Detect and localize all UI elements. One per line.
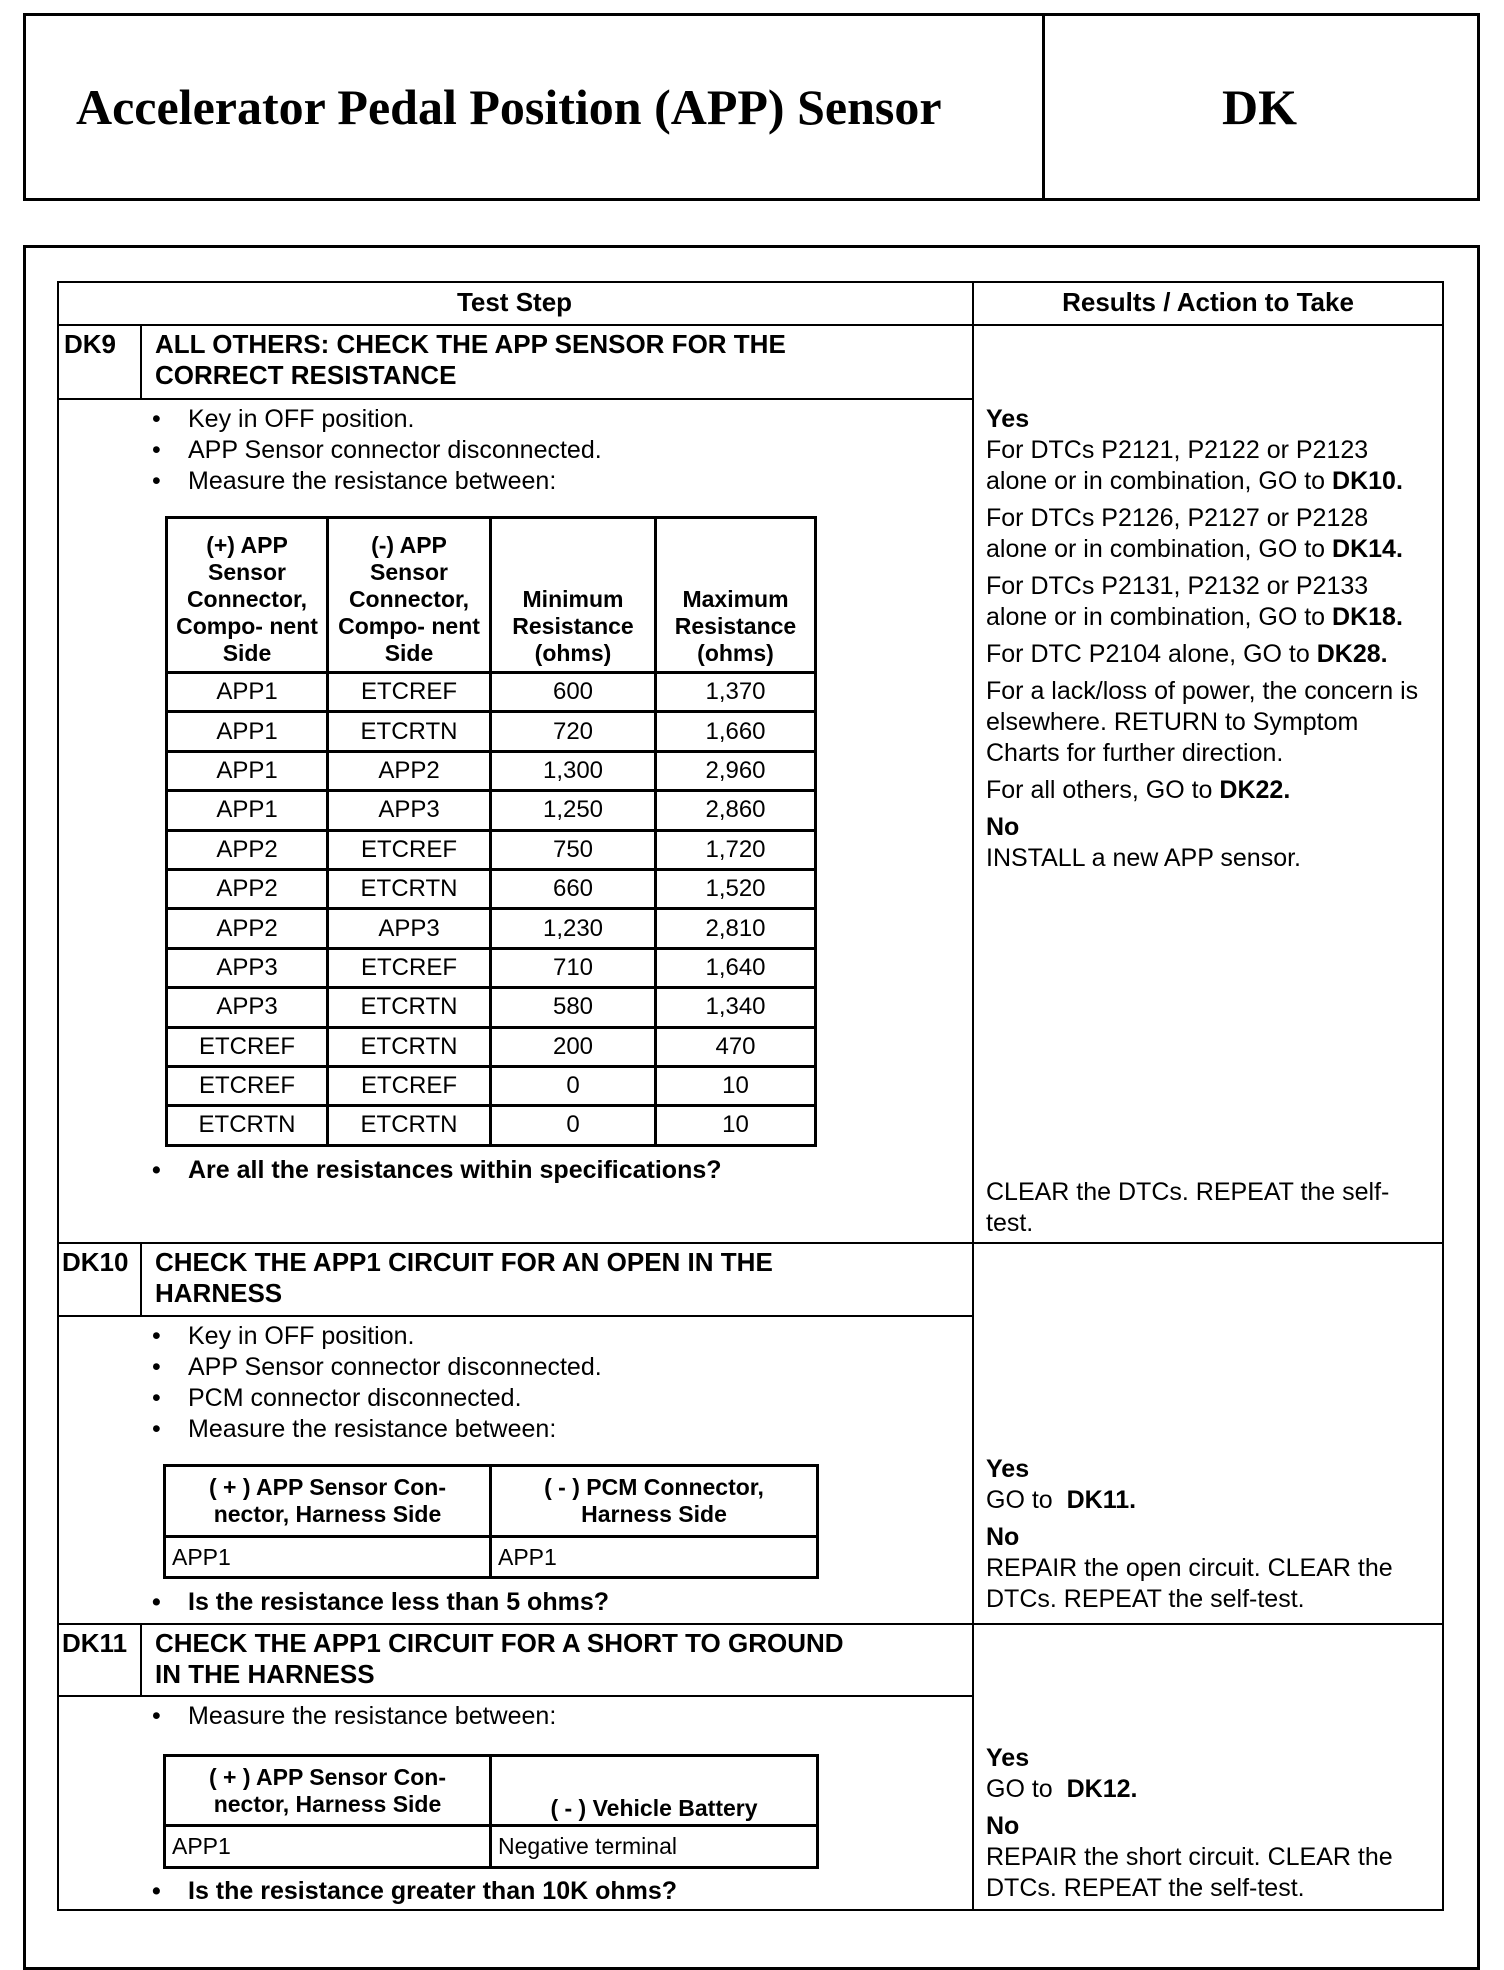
question-text: • Are all the resistances within specifications?: [140, 1155, 722, 1186]
table-row: [167, 909, 816, 948]
step-id: DK9: [64, 329, 117, 359]
table-row: [167, 1106, 816, 1145]
instruction: • Key in OFF position.: [140, 1321, 602, 1352]
result-text: REPAIR the short circuit. CLEAR the DTCs. REPEAT the self-test.: [986, 1843, 1393, 1902]
table-row: [167, 751, 816, 790]
result-text: GO to: [986, 1775, 1053, 1803]
instruction: • Key in OFF position.: [140, 404, 602, 435]
cell: APP2: [167, 909, 328, 948]
column-divider: [972, 281, 974, 1911]
result-note: CLEAR the DTCs. REPEAT the self-test.: [986, 1178, 1390, 1237]
page-title: Accelerator Pedal Position (APP) Sensor: [76, 79, 942, 135]
divider: [140, 1242, 142, 1315]
instruction: • APP Sensor connector disconnected.: [140, 1352, 602, 1383]
no-label: No: [986, 813, 1020, 841]
divider: [57, 324, 1444, 326]
cell: ETCRTN: [328, 988, 491, 1027]
cell: APP3: [167, 948, 328, 987]
col-header: ( + ) APP Sensor Con- nector, Harness Side: [165, 1466, 491, 1537]
divider: [57, 1623, 1444, 1625]
table-row: [167, 830, 816, 869]
cell: ETCRTN: [328, 1106, 491, 1145]
section-code: DK: [1222, 79, 1297, 135]
table-row: [167, 948, 816, 987]
cell: 2,810: [656, 909, 816, 948]
cell: 1,370: [656, 673, 816, 712]
cell: APP1: [165, 1537, 491, 1578]
result-text: For DTCs P2131, P2132 or P2133 alone or in combination, GO to: [986, 572, 1369, 631]
no-label: No: [986, 1812, 1020, 1840]
cell: ETCREF: [167, 1027, 328, 1066]
col-header: (-) APP Sensor Connector, Compo- nent Side: [328, 518, 491, 673]
cell: APP2: [167, 869, 328, 908]
cell: 10: [656, 1106, 816, 1145]
result-text: INSTALL a new APP sensor.: [986, 844, 1301, 872]
divider: [57, 1695, 972, 1697]
cell: 0: [491, 1106, 656, 1145]
cell: 0: [491, 1066, 656, 1105]
table-row: [167, 988, 816, 1027]
result-text: For DTC P2104 alone, GO to: [986, 640, 1310, 668]
col-header: Maximum Resistance (ohms): [656, 518, 816, 673]
cell: ETCRTN: [167, 1106, 328, 1145]
result-text: For a lack/loss of power, the concern is elsewhere. RETURN to Symptom Charts for further direction.: [986, 677, 1419, 767]
yes-label: Yes: [986, 1744, 1030, 1772]
col-header: ( + ) APP Sensor Con- nector, Harness Side: [165, 1756, 491, 1826]
step-title-line: CHECK THE APP1 CIRCUIT FOR AN OPEN IN THE: [155, 1247, 773, 1277]
cell: 1,660: [656, 712, 816, 751]
cell: APP1: [491, 1537, 818, 1578]
cell: APP1: [167, 751, 328, 790]
question: [140, 1155, 722, 1186]
cell: ETCREF: [328, 830, 491, 869]
divider: [57, 1315, 972, 1317]
step-title: [155, 1247, 773, 1309]
table-row: [167, 1066, 816, 1105]
dk11-results: [986, 1743, 1436, 1910]
step-title-line: HARNESS: [155, 1278, 283, 1308]
cell: 660: [491, 869, 656, 908]
cell: 2,960: [656, 751, 816, 790]
instruction: • APP Sensor connector disconnected.: [140, 435, 602, 466]
instructions: [140, 404, 602, 497]
no-label: No: [986, 1523, 1020, 1551]
result-text: For all others, GO to: [986, 776, 1213, 804]
result-text: For DTCs P2121, P2122 or P2123 alone or in combination, GO to: [986, 436, 1369, 495]
cell: ETCRTN: [328, 1027, 491, 1066]
step-title: [155, 1628, 844, 1690]
cell: APP1: [167, 712, 328, 751]
yes-label: Yes: [986, 1455, 1030, 1483]
cell: 1,230: [491, 909, 656, 948]
table-row: [167, 869, 816, 908]
divider: [57, 1242, 1444, 1244]
instruction: • PCM connector disconnected.: [140, 1383, 602, 1414]
measurement-table: [163, 1464, 819, 1579]
cell: ETCREF: [167, 1066, 328, 1105]
instructions: [140, 1321, 602, 1445]
col-header: Minimum Resistance (ohms): [491, 518, 656, 673]
step-link[interactable]: DK10.: [1332, 467, 1403, 495]
document-header: [23, 13, 1480, 201]
column-header-test-step: Test Step: [456, 287, 573, 317]
divider: [140, 1623, 142, 1695]
cell: 1,520: [656, 869, 816, 908]
result-text: REPAIR the open circuit. CLEAR the DTCs. REPEAT the self-test.: [986, 1554, 1393, 1613]
resistance-table: [165, 516, 817, 1147]
col-header: (+) APP Sensor Connector, Compo- nent Side: [167, 518, 328, 673]
cell: ETCRTN: [328, 869, 491, 908]
divider: [140, 324, 142, 398]
step-link[interactable]: DK22.: [1219, 776, 1291, 804]
step-link[interactable]: DK11.: [1066, 1486, 1137, 1514]
dk9-results: [986, 404, 1436, 880]
dk10-results: [986, 1454, 1436, 1621]
result-text: For DTCs P2126, P2127 or P2128 alone or in combination, GO to: [986, 504, 1369, 563]
column-header-results: Results / Action to Take: [1062, 287, 1354, 317]
instruction: • Measure the resistance between:: [140, 1414, 602, 1445]
cell: APP1: [167, 791, 328, 830]
cell: 710: [491, 948, 656, 987]
cell: APP3: [328, 791, 491, 830]
step-link[interactable]: DK28.: [1316, 640, 1388, 668]
cell: APP3: [167, 988, 328, 1027]
step-title-line: CORRECT RESISTANCE: [155, 360, 457, 390]
instruction: • Measure the resistance between:: [140, 1701, 556, 1732]
step-link[interactable]: DK14.: [1332, 535, 1403, 563]
step-link[interactable]: DK12.: [1066, 1775, 1138, 1803]
cell: 2,860: [656, 791, 816, 830]
instruction: • Measure the resistance between:: [140, 466, 602, 497]
table-row: [167, 673, 816, 712]
cell: APP2: [328, 751, 491, 790]
step-id: DK11: [62, 1628, 128, 1658]
cell: ETCRTN: [328, 712, 491, 751]
question: [140, 1587, 609, 1618]
cell: 200: [491, 1027, 656, 1066]
cell: 10: [656, 1066, 816, 1105]
step-title: [155, 329, 786, 391]
cell: 1,250: [491, 791, 656, 830]
cell: APP3: [328, 909, 491, 948]
question-text: • Is the resistance less than 5 ohms?: [140, 1587, 609, 1618]
col-header: ( - ) PCM Connector, Harness Side: [491, 1466, 818, 1537]
cell: Negative terminal: [491, 1826, 818, 1868]
col-header: ( - ) Vehicle Battery: [491, 1756, 818, 1826]
cell: 580: [491, 988, 656, 1027]
divider: [57, 398, 972, 400]
table-row: [167, 1027, 816, 1066]
cell: ETCREF: [328, 673, 491, 712]
table-row: [167, 791, 816, 830]
step-link[interactable]: DK18.: [1332, 603, 1403, 631]
yes-label: Yes: [986, 405, 1030, 433]
step-title-line: IN THE HARNESS: [155, 1659, 375, 1689]
instructions: [140, 1701, 556, 1732]
cell: 470: [656, 1027, 816, 1066]
cell: 750: [491, 830, 656, 869]
step-id: DK10: [62, 1247, 129, 1277]
cell: ETCREF: [328, 1066, 491, 1105]
cell: 600: [491, 673, 656, 712]
table-header-row: [167, 518, 816, 673]
cell: 1,340: [656, 988, 816, 1027]
step-title-line: ALL OTHERS: CHECK THE APP SENSOR FOR THE: [155, 329, 786, 359]
step-title-line: CHECK THE APP1 CIRCUIT FOR A SHORT TO GROUND: [155, 1628, 844, 1658]
cell: ETCREF: [328, 948, 491, 987]
cell: 1,640: [656, 948, 816, 987]
cell: APP1: [167, 673, 328, 712]
cell: 720: [491, 712, 656, 751]
table-row: [167, 712, 816, 751]
cell: 1,300: [491, 751, 656, 790]
cell: APP1: [165, 1826, 491, 1868]
question: [140, 1876, 677, 1907]
question-text: • Is the resistance greater than 10K ohms?: [140, 1876, 677, 1907]
measurement-table: [163, 1754, 819, 1869]
cell: APP2: [167, 830, 328, 869]
cell: 1,720: [656, 830, 816, 869]
result-text: GO to: [986, 1486, 1053, 1514]
